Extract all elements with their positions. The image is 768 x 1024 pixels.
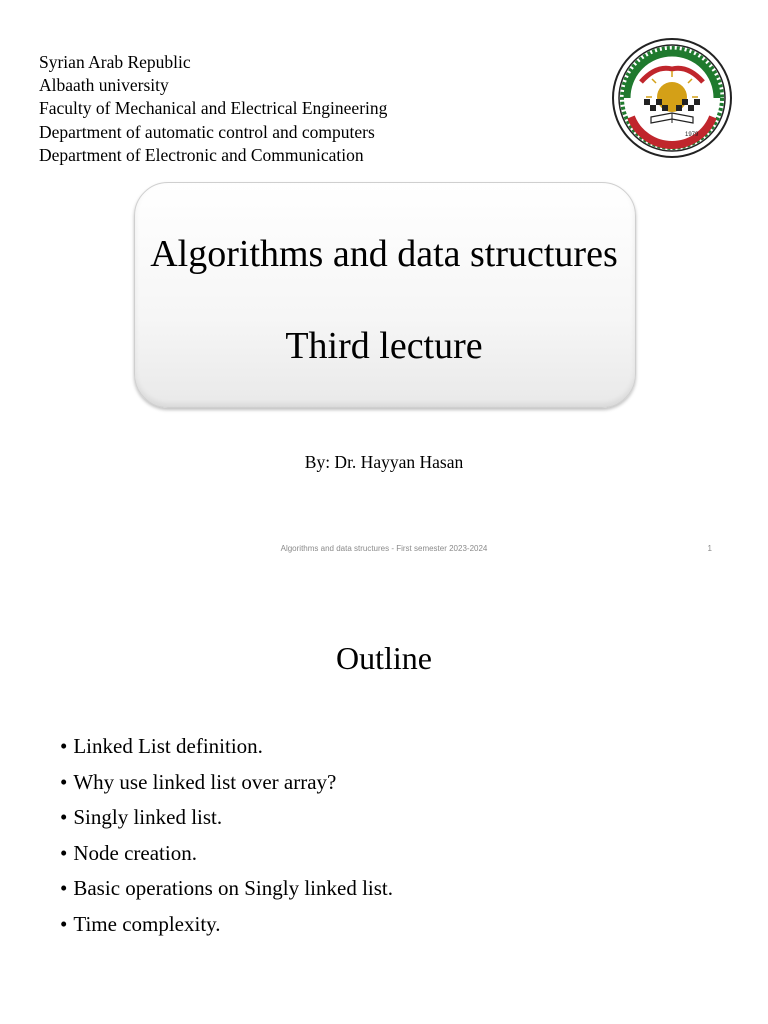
bullet-icon: • bbox=[60, 769, 68, 794]
university-seal-icon bbox=[611, 37, 733, 159]
page-number: 1 bbox=[707, 544, 712, 553]
bullet-icon: • bbox=[60, 876, 68, 900]
list-item bbox=[60, 770, 393, 806]
list-item-text: Why use linked list over array? bbox=[73, 769, 337, 794]
list-item-text: Time complexity. bbox=[73, 911, 221, 936]
header-line-university: Albaath university bbox=[39, 75, 169, 96]
header-line-country: Syrian Arab Republic bbox=[39, 52, 191, 72]
list-item bbox=[60, 734, 393, 770]
bullet-icon: • bbox=[60, 911, 68, 936]
list-item bbox=[60, 876, 393, 912]
lecture-subtitle: Third lecture bbox=[285, 325, 483, 367]
list-item-text: Linked List definition. bbox=[73, 734, 263, 758]
header-line-department-electronic: Department of Electronic and Communication bbox=[39, 144, 364, 165]
title-box bbox=[134, 182, 636, 408]
header-line-department-control: Department of automatic control and computers bbox=[39, 121, 375, 142]
bullet-icon: • bbox=[60, 805, 68, 829]
logo-year: 1979 bbox=[685, 132, 699, 138]
list-item-text: Basic operations on Singly linked list. bbox=[73, 876, 394, 900]
slide-footer: Algorithms and data structures - First semester 2023-2024 bbox=[280, 544, 488, 553]
lecture-title: Algorithms and data structures bbox=[150, 233, 618, 275]
author-byline: By: Dr. Hayyan Hasan bbox=[304, 452, 464, 472]
bullet-icon: • bbox=[60, 734, 68, 758]
institution-header bbox=[39, 51, 387, 167]
list-item bbox=[60, 805, 393, 841]
bullet-icon: • bbox=[60, 840, 68, 865]
list-item-text: Singly linked list. bbox=[73, 805, 223, 829]
outline-title: Outline bbox=[336, 640, 432, 676]
header-line-faculty: Faculty of Mechanical and Electrical Engineering bbox=[39, 98, 388, 119]
outline-slide bbox=[0, 576, 768, 1024]
outline-list bbox=[60, 734, 393, 947]
list-item bbox=[60, 841, 393, 877]
list-item bbox=[60, 912, 393, 948]
list-item-text: Node creation. bbox=[73, 840, 197, 865]
